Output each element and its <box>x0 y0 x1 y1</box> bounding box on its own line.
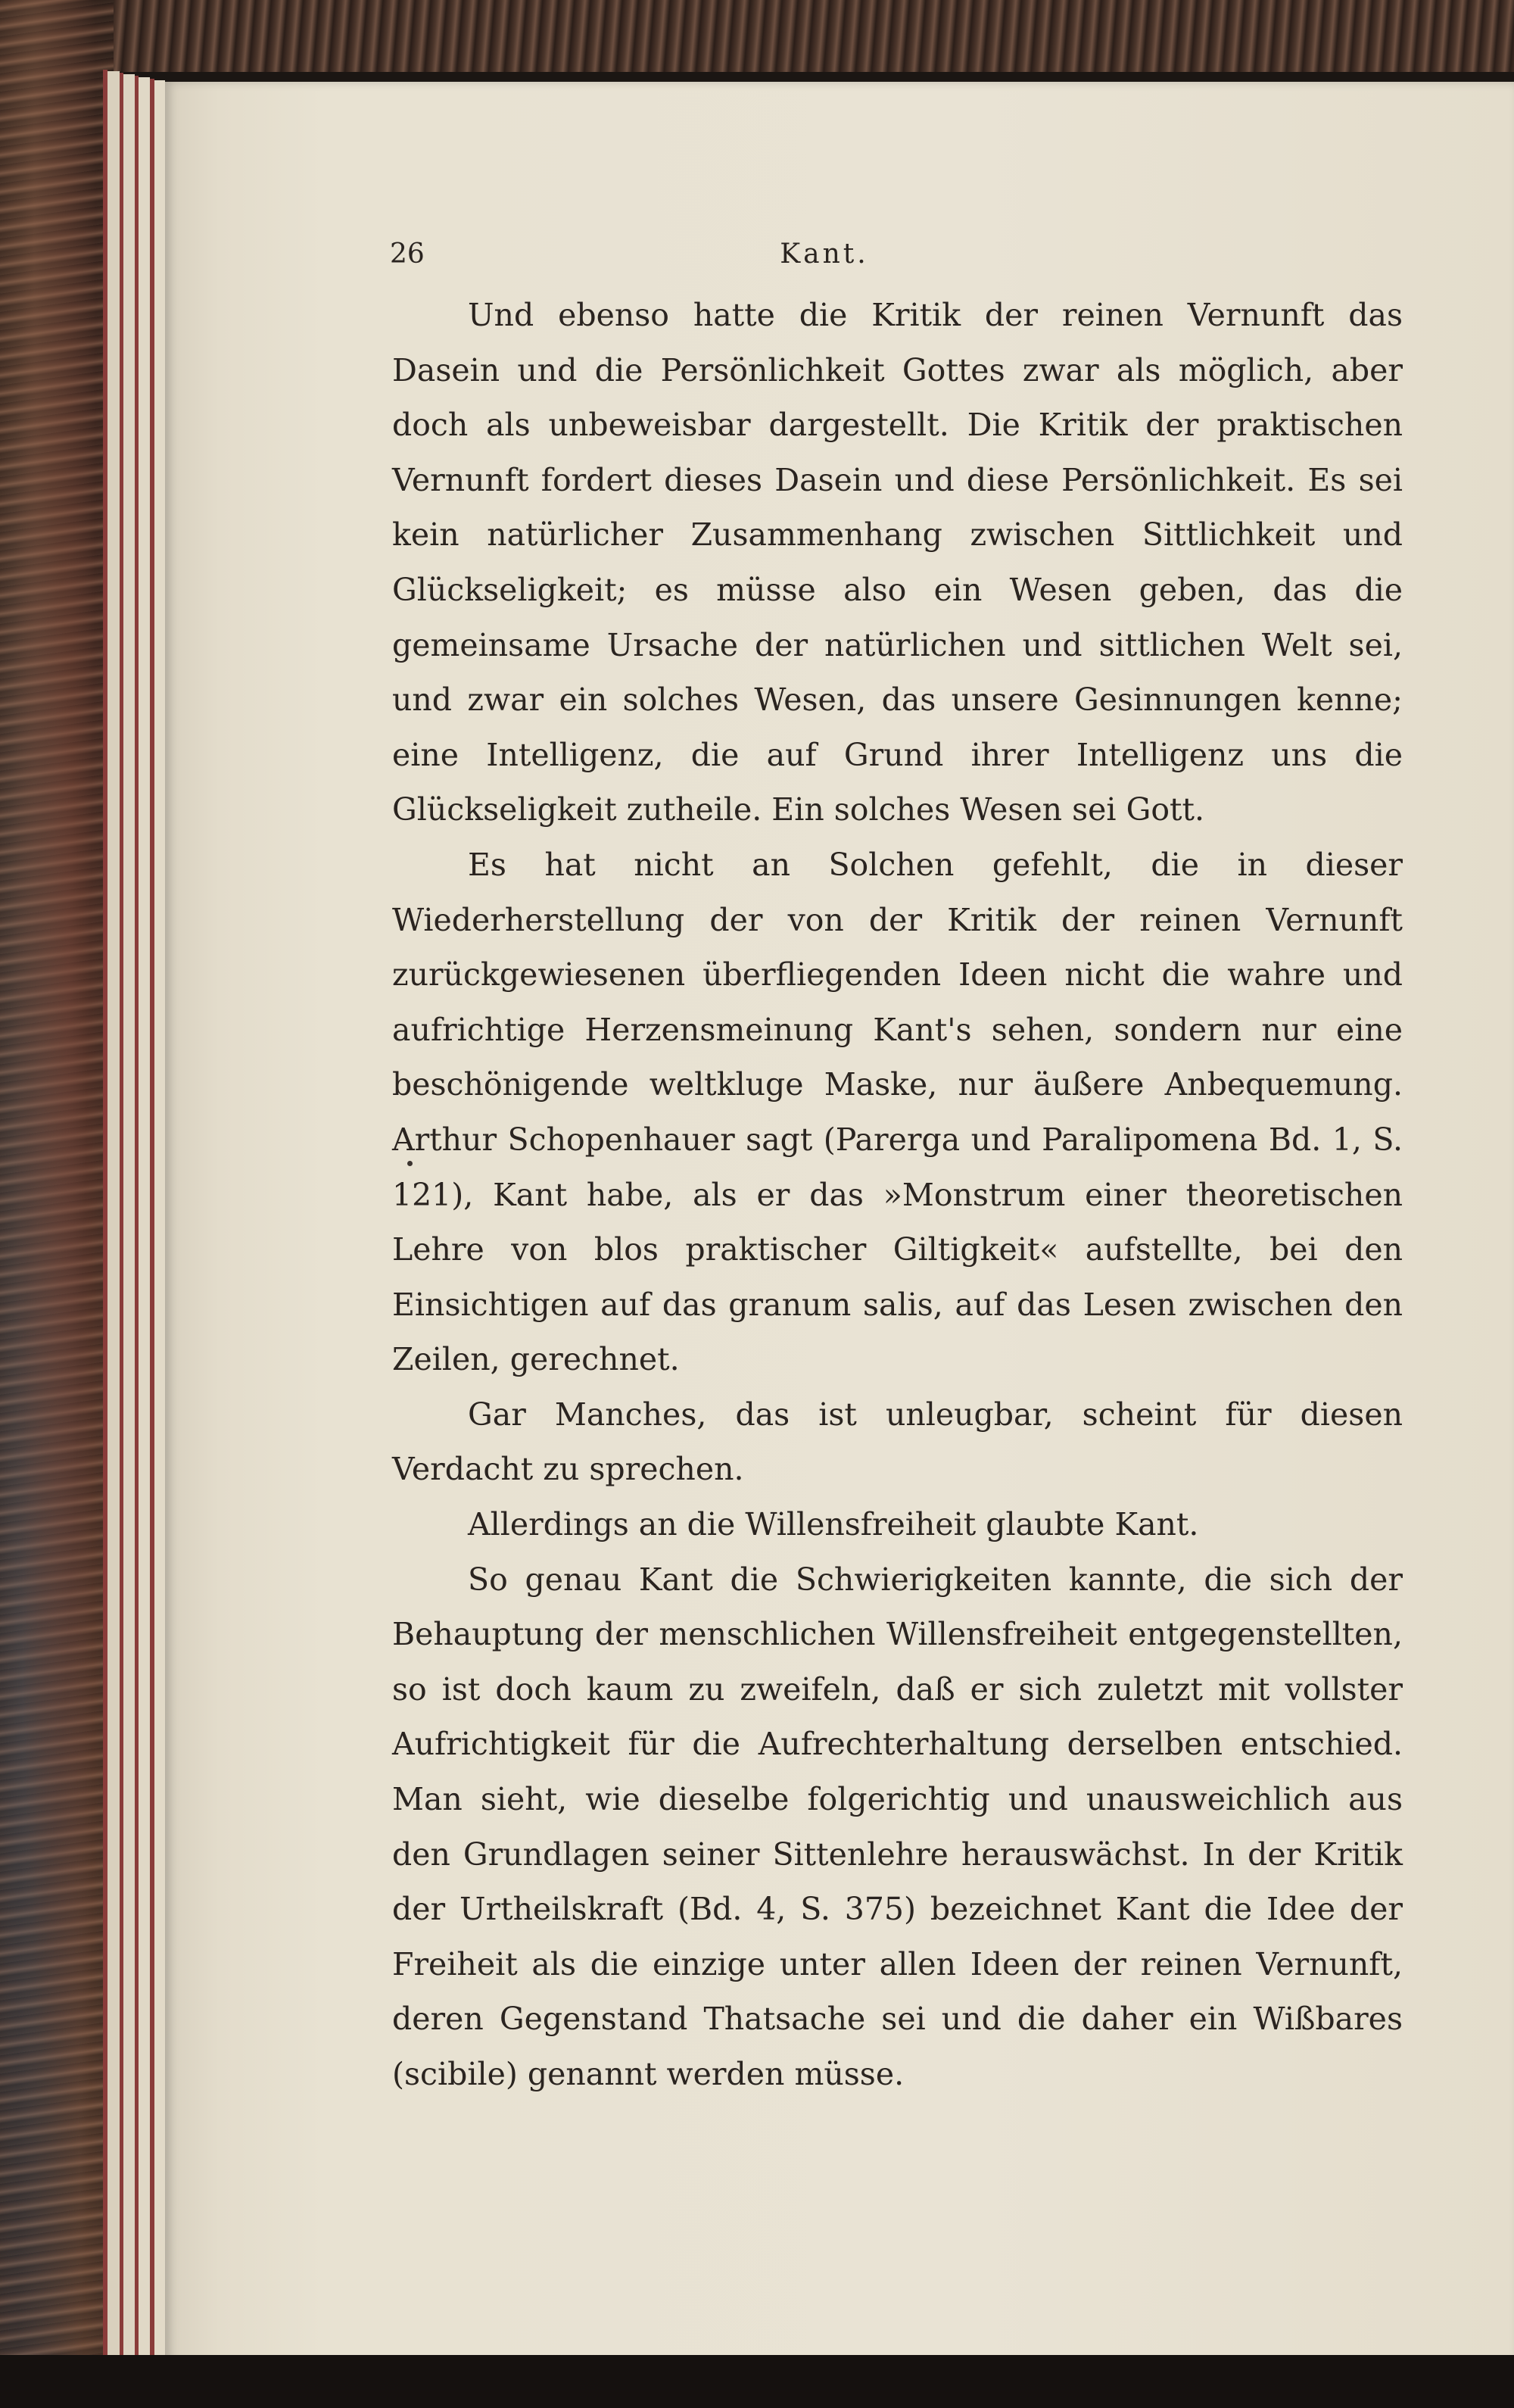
body-text <box>392 288 1403 2102</box>
book-cover-bottom <box>0 2355 1514 2408</box>
running-head <box>165 232 1514 277</box>
paragraph: Es hat nicht an Solchen gefehlt, die in dieser Wiederherstellung der von der Kritik der reinen Vernunft zurückgewiesenen überfliegenden Ideen nicht die wahre und aufrichtige Herzensmeinung Kant's sehen, sondern nur eine beschönigende weltkluge Maske, nur äußere Anbequemung. Arthur Schopenhauer sagt (Parerga und Paralipomena Bd. 1, S. 121), Kant habe, als er das »Monstrum einer theoretischen Lehre von blos praktischer Giltigkeit« aufstellte, bei den Einsichtigen auf das granum salis, auf das Lesen zwischen den Zeilen, gerechnet. <box>392 846 1403 1378</box>
book-page <box>165 82 1514 2363</box>
paragraph: Gar Manches, das ist unleugbar, scheint für diesen Verdacht zu sprechen. <box>392 1396 1403 1488</box>
marbled-book-cover <box>0 0 114 2408</box>
ink-speck <box>407 1161 413 1166</box>
page-stack <box>154 80 165 2358</box>
running-title: Kant. <box>780 239 869 270</box>
paragraph: So genau Kant die Schwierigkeiten kannte, die sich der Behauptung der menschlichen Willensfreiheit entgegenstellten, so ist doch kaum zu zweifeln, daß er sich zuletzt mit vollster Aufrichtigkeit für die Aufrechterhaltung derselben entschied. Man sieht, wie dieselbe folgerichtig und unausweichlich aus den Grundlagen seiner Sittenlehre herauswächst. In der Kritik der Urtheilskraft (Bd. 4, S. 375) bezeichnet Kant die Idee der Freiheit als die einzige unter allen Ideen der reinen Vernunft, deren Gegenstand Thatsache sei und die daher ein Wißbares (scibile) genannt werden müsse. <box>392 1561 1403 2092</box>
page-stack <box>139 77 150 2358</box>
paragraph: Und ebenso hatte die Kritik der reinen Vernunft das Dasein und die Persönlichkeit Gottes zwar als möglich, aber doch als unbeweisbar dargestellt. Die Kritik der praktischen Vernunft fordert dieses Dasein und diese Persönlichkeit. Es sei kein natürlicher Zusammenhang zwischen Sittlichkeit und Glückseligkeit; es müsse also ein Wesen geben, das die gemeinsame Ursache der natürlichen und sittlichen Welt sei, und zwar ein solches Wesen, das unsere Gesinnungen kenne; eine Intelligenz, die auf Grund ihrer Intelligenz uns die Glückseligkeit zutheile. Ein solches Wesen sei Gott. <box>392 297 1403 828</box>
page-stack <box>107 71 120 2363</box>
page-stack <box>123 74 135 2360</box>
page-number: 26 <box>390 239 425 270</box>
book-cover-top-edge <box>0 0 1514 72</box>
paragraph: Allerdings an die Willensfreiheit glaubte Kant. <box>468 1506 1199 1543</box>
